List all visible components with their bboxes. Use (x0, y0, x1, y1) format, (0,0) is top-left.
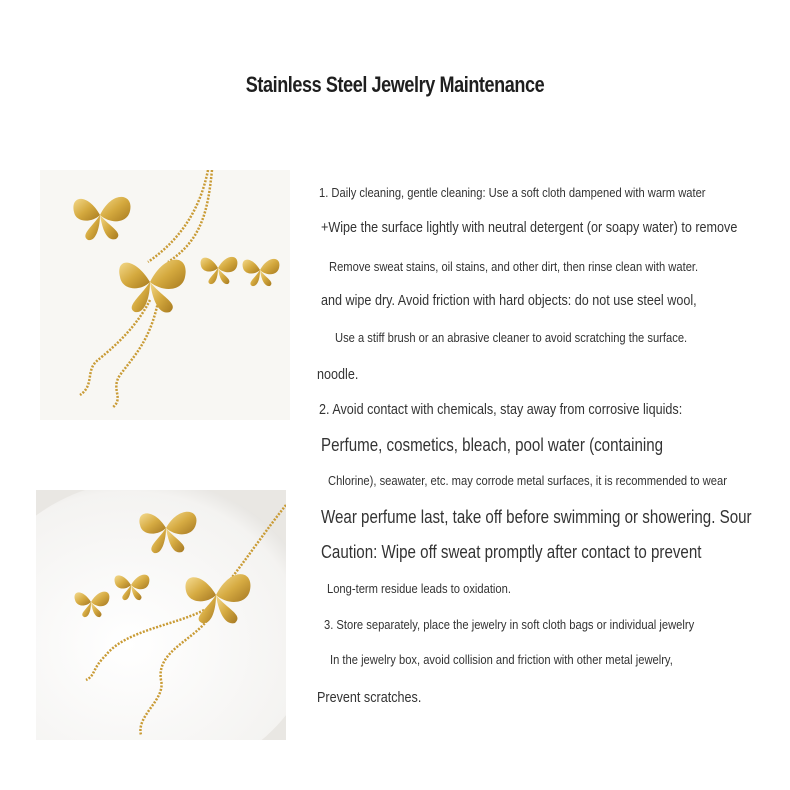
instruction-line: Perfume, cosmetics, bleach, pool water (containing (321, 435, 664, 455)
instruction-line: and wipe dry. Avoid friction with hard objects: do not use steel wool, (321, 292, 697, 309)
instruction-line: Remove sweat stains, oil stains, and other dirt, then rinse clean with water. (329, 259, 699, 274)
instruction-line: 1. Daily cleaning, gentle cleaning: Use a soft cloth dampened with warm water (319, 185, 706, 200)
instruction-line: Use a stiff brush or an abrasive cleaner to avoid scratching the surface. (335, 330, 688, 345)
instruction-line: In the jewelry box, avoid collision and friction with other metal jewelry, (330, 652, 673, 667)
instruction-line: 2. Avoid contact with chemicals, stay away from corrosive liquids: (319, 401, 683, 418)
instruction-line: Chlorine), seawater, etc. may corrode metal surfaces, it is recommended to wear (328, 473, 727, 488)
instruction-line: Wear perfume last, take off before swimming or showering. Sour (321, 507, 752, 527)
instruction-line: Long-term residue leads to oxidation. (327, 581, 511, 596)
instruction-line: +Wipe the surface lightly with neutral detergent (or soapy water) to remove (321, 219, 738, 236)
instruction-line: noodle. (317, 366, 359, 383)
instruction-line: 3. Store separately, place the jewelry in soft cloth bags or individual jewelry (324, 617, 695, 632)
page-title: Stainless Steel Jewelry Maintenance (245, 72, 545, 97)
instruction-line: Caution: Wipe off sweat promptly after contact to prevent (321, 542, 702, 562)
instruction-line: Prevent scratches. (317, 689, 422, 706)
